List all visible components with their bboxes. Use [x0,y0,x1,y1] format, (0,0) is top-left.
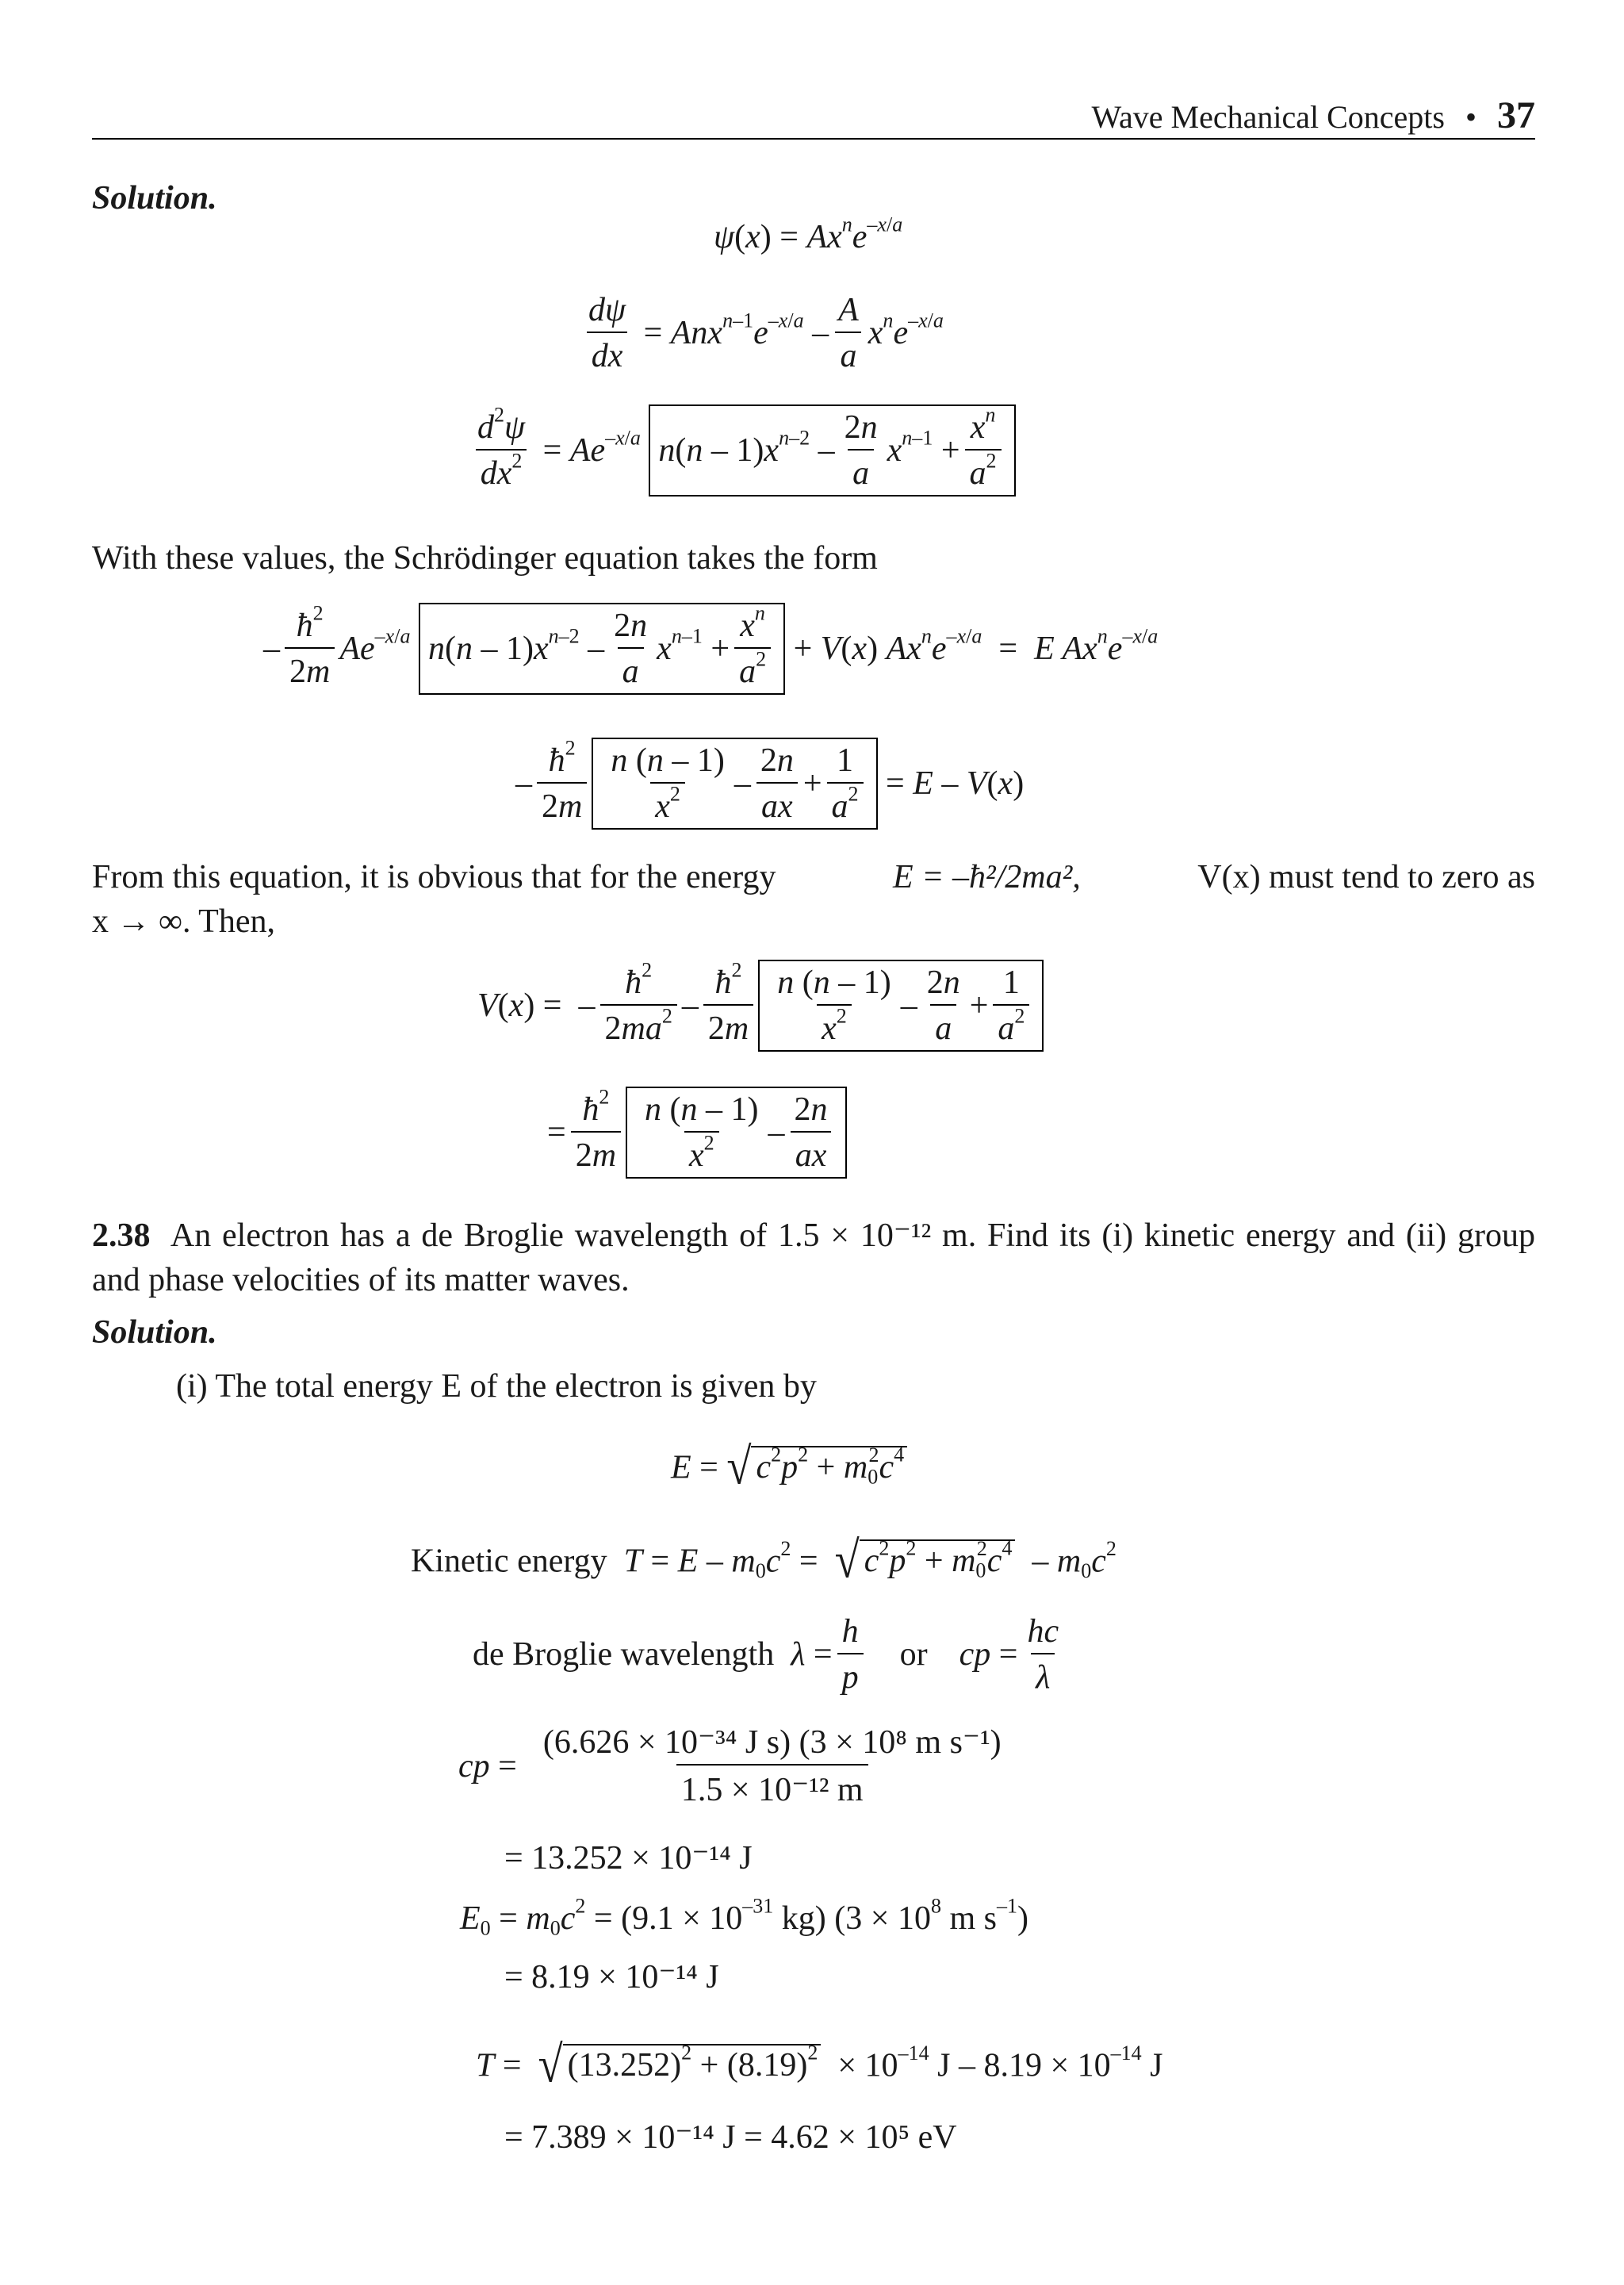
solution-label: Solution. [92,180,217,217]
equation-schrodinger-reduced: – $\frac{ħ^2}{2m}$ $\frac{n (n - 1)}{x^2}$ – $\frac{2n}{ax}$ + $\frac{1}{a^2}$ = E – V(x) [515,738,1024,830]
equation-E0: $E_0 = m_0c^2 = (9.1 \times 10^{-31}$ kg) ($3 \times 10^8$ m $s^{-1}$) [460,1894,1029,1940]
equation-schrodinger-full: – $\frac{ħ^2}{2m}$ $Ae^{-x/a}$ $n(n - 1)x^{n-2}$ – $\frac{2n}{a}$ $x^{n-1}$ + $\frac{x^n}{a^2}$ + V(x) $Ax^ne^{-x/a} = E$ $Ax^ne^{-x/a}$ [263,603,1158,695]
paragraph-with-these: With these values, the Schrödinger equation takes the form [92,540,878,577]
equation-V1: V(x) = – $\frac{ħ^2}{2ma^2}$ – $\frac{ħ^2}{2m}$ $\frac{n (n - 1)}{x^2}$ – $\frac{2n}{a}$ + $\frac{1}{a^2}$ [477,960,1044,1052]
from-this-c: x → ∞. Then, [92,903,275,940]
header-bullet: • [1465,99,1477,135]
equation-kinetic: Kinetic energy $T = E - m_0c^2$ = √ $c^2p^2 + m_0^2c^4 - m_0c^2$ [411,1532,1116,1589]
equation-debroglie: de Broglie wavelength λ = $\frac{h}{p}$ or cp = $\frac{hc}{\lambda}$ [473,1613,1059,1696]
equation-d2psi: $\frac{d^2\psi}{dx^2}$ = $Ae^{-x/a}$ $n(n - 1)x^{n-2}$ – $\frac{2n}{a}$ $x^{n-1}$ + $\frac{x^n}{a^2}$ [468,404,1016,496]
page-number: 37 [1497,94,1535,136]
problem-number: 2.38 [92,1217,151,1254]
debroglie-label: de Broglie wavelength [473,1636,775,1673]
or-word: or [899,1636,928,1673]
running-header [1091,94,1535,137]
running-title: Wave Mechanical Concepts [1091,99,1445,135]
header-rule [92,138,1535,140]
cp-value: = 13.252 × 10⁻¹⁴ J [504,1840,753,1877]
paragraph-from-this [92,855,1535,944]
equation-cp: cp = $\frac{\text{(6.626 × 10⁻³⁴ J s) (3 × 10⁸ m s⁻¹)}}{\text{1.5 × 10⁻¹² m}}$ [458,1726,1011,1807]
cp-denominator: 1.5 × 10⁻¹² m [676,1764,868,1807]
equation-psi: $\psi(x) = Ax^ne^{-x/a}$ [714,213,903,255]
solution-label-2: Solution. [92,1314,217,1351]
problem-2-38 [92,1213,1535,1302]
problem-text: An electron has a de Broglie wavelength of 1.5 × 10⁻¹² m. Find its (i) kinetic energy and (ii) group and phase velocities of its matter waves. [92,1217,1535,1298]
equation-dpsi: $\frac{d\psi}{dx}$ = $Anx^{n-1}e^{-x/a}$ – $\frac{A}{a}$ $x^ne^{-x/a}$ [579,293,944,373]
equation-V2: = $\frac{ħ^2}{2m}$ $\frac{n (n - 1)}{x^2}$ – $\frac{2n}{ax}$ [547,1087,847,1179]
from-this-energy: E = –ħ²/2ma², [893,859,1081,895]
from-this-a: From this equation, it is obvious that for the energy [92,859,776,895]
cp-numerator: (6.626 × 10⁻³⁴ J s) (3 × 10⁸ m s⁻¹) [542,1724,1002,1761]
kinetic-label: Kinetic energy [411,1543,607,1580]
equation-T: T = √ $(13.252)^2 + (8.19)^2 \times 10^{-14}$ $J - 8.19 \times 10^{-14}$ J [476,2036,1163,2094]
T-value: = 7.389 × 10⁻¹⁴ J = 4.62 × 10⁵ eV [504,2119,957,2156]
equation-E-total: E = √ $c^2p^2 + m_0^2c^4$ [671,1445,907,1490]
from-this-b: V(x) must tend to zero as [1197,859,1535,895]
part-i-text: (i) The total energy E of the electron is given by [176,1368,817,1405]
E0-value: = 8.19 × 10⁻¹⁴ J [504,1959,719,1996]
